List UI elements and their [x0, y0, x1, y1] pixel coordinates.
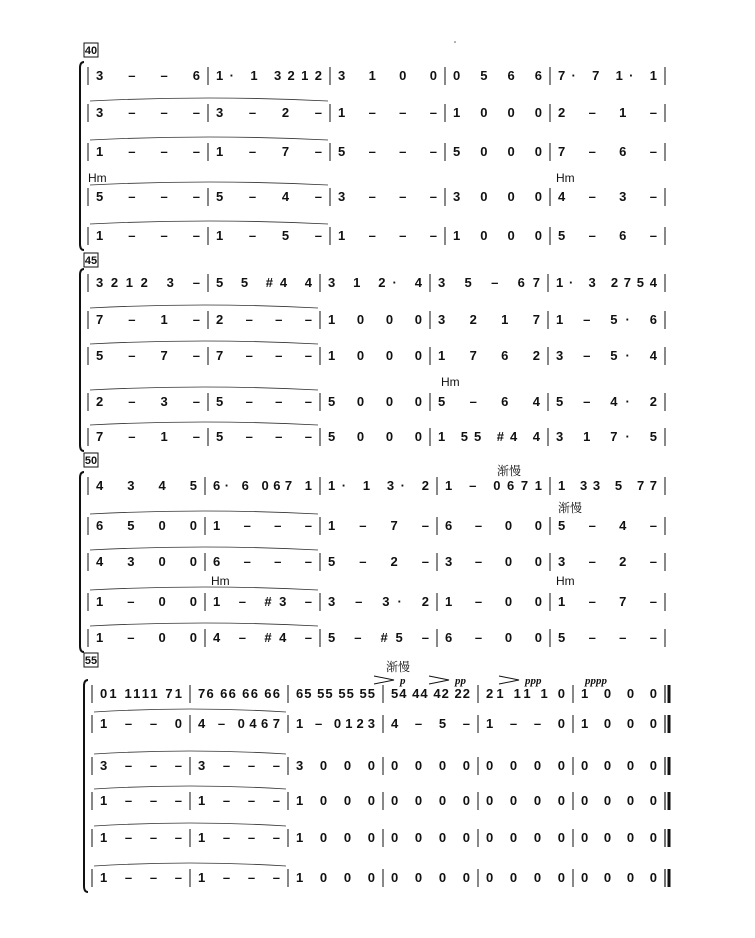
- measure-notes: 6 – 0 0: [445, 630, 542, 645]
- measure-notes: 6 – – –: [213, 554, 312, 569]
- measure-notes: 0 0 0 0: [391, 793, 470, 808]
- measure-notes: 1· 1 3· 2: [328, 478, 429, 493]
- measure-notes: 0 0 0 0: [391, 830, 470, 845]
- humming-marking: Hm: [88, 171, 107, 185]
- measure-notes: 21 11 1 0: [486, 686, 565, 701]
- measure-notes: 1 – 0671: [445, 478, 542, 493]
- measure-notes: 1 0 0 0: [328, 348, 422, 363]
- measure-notes: 7 – 6 –: [558, 144, 657, 159]
- measure-notes: 3 2 1 7: [438, 312, 540, 327]
- measure-notes: 3 – 5· 4: [556, 348, 657, 363]
- dynamic-marking: ppp: [525, 675, 542, 687]
- measure-notes: 1 – – 0: [486, 716, 565, 731]
- measure-notes: 4 – 0467: [198, 716, 280, 731]
- measure-notes: 76 66 66 66: [198, 686, 280, 701]
- tie-arc: [90, 182, 328, 185]
- tie-arc: [90, 137, 328, 140]
- measure-number: 50: [84, 455, 98, 467]
- tie-arc: [90, 387, 318, 390]
- decrescendo-hairpin: [429, 676, 449, 684]
- measure-notes: 5 0 0 0: [328, 429, 422, 444]
- tie-arc: [90, 305, 318, 308]
- measure-notes: 2 – 1 –: [558, 105, 657, 120]
- measure-notes: 0 0 0 0: [486, 870, 565, 885]
- tie-arc: [90, 511, 318, 514]
- measure-notes: 1 – 5 –: [216, 228, 322, 243]
- measure-notes: 4 3 0 0: [96, 554, 197, 569]
- measure-notes: 1 – – –: [198, 830, 280, 845]
- measure-notes: 7· 7 1· 1: [558, 68, 657, 83]
- measure-notes: 0 0 0 0: [581, 793, 657, 808]
- measure-notes: 5 – 6 4: [438, 394, 540, 409]
- tie-arc: [90, 221, 328, 224]
- system-bracket: [80, 269, 84, 451]
- measure-notes: 1 33 5 77: [558, 478, 657, 493]
- measure-notes: 0 0 0 0: [486, 758, 565, 773]
- measure-notes: 3 – – –: [100, 758, 182, 773]
- measure-notes: 1 – 7 –: [216, 144, 322, 159]
- measure-notes: 1 – 5· 6: [556, 312, 657, 327]
- measure-notes: 5 – 4· 2: [556, 394, 657, 409]
- tie-arc: [90, 98, 328, 101]
- measure-notes: 4 – 3 –: [558, 189, 657, 204]
- measure-notes: 5 0 0 0: [453, 144, 542, 159]
- measure-notes: 3 1 7· 5: [556, 429, 657, 444]
- tie-arc: [94, 823, 286, 826]
- stray-mark: [454, 41, 456, 43]
- measure-notes: 1 – – –: [198, 793, 280, 808]
- measure-notes: 2 – 3 –: [96, 394, 200, 409]
- dynamic-marking: pp: [455, 675, 466, 687]
- measure-number: 40: [84, 45, 98, 57]
- measure-notes: 65 55 55 55: [296, 686, 375, 701]
- tie-arc: [94, 709, 286, 712]
- measure-notes: 7 – 1 –: [96, 429, 200, 444]
- measure-notes: 3 0 0 0: [296, 758, 375, 773]
- measure-notes: 0 0 0 0: [581, 758, 657, 773]
- measure-notes: 6 5 0 0: [96, 518, 197, 533]
- measure-notes: 0 0 0 0: [486, 830, 565, 845]
- measure-notes: 5 0 0 0: [328, 394, 422, 409]
- measure-notes: 1 7 6 2: [438, 348, 540, 363]
- measure-notes: 1 – – –: [96, 228, 200, 243]
- measure-notes: 5 – – –: [96, 189, 200, 204]
- measure-notes: 2 – – –: [216, 312, 312, 327]
- measure-notes: 1 – #3 –: [213, 594, 312, 609]
- measure-notes: 1 0 0 0: [453, 105, 542, 120]
- measure-notes: 1 – – –: [100, 830, 182, 845]
- tempo-marking: 渐慢: [386, 660, 411, 674]
- humming-marking: Hm: [556, 574, 575, 588]
- measure-notes: 3 – – –: [96, 105, 200, 120]
- measure-notes: 1 – – –: [338, 228, 437, 243]
- measure-notes: 1 – – 0: [100, 716, 182, 731]
- measure-notes: 1 – – –: [100, 870, 182, 885]
- tie-arc: [90, 547, 318, 550]
- measure-notes: 3 0 0 0: [453, 189, 542, 204]
- humming-marking: Hm: [556, 171, 575, 185]
- measure-notes: 3 – – –: [338, 189, 437, 204]
- measure-notes: 1 0 0 0: [296, 793, 375, 808]
- measure-notes: 1 0 0 0: [453, 228, 542, 243]
- measure-notes: 3 – 2 –: [558, 554, 657, 569]
- measure-notes: 1 – – –: [96, 144, 200, 159]
- measure-notes: 0 5 6 6: [453, 68, 542, 83]
- tie-arc: [90, 587, 318, 590]
- measure-notes: 4 3 4 5: [96, 478, 197, 493]
- measure-notes: 1 0 0 0: [581, 686, 657, 701]
- measure-notes: 3 – 2 –: [216, 105, 322, 120]
- measure-notes: 5 – 6 –: [558, 228, 657, 243]
- decrescendo-hairpin: [499, 676, 519, 684]
- measure-notes: 7 – 1 –: [96, 312, 200, 327]
- measure-notes: 5 – 2 –: [328, 554, 429, 569]
- measure-number: 55: [84, 655, 98, 667]
- measure-notes: 0 0 0 0: [391, 870, 470, 885]
- measure-notes: 3 – – –: [198, 758, 280, 773]
- measure-notes: 1 – 0123: [296, 716, 375, 731]
- system-bracket: [80, 472, 84, 652]
- measure-notes: 3 5 – 67: [438, 275, 540, 290]
- measure-notes: 1 0 0 0: [296, 830, 375, 845]
- measure-notes: 1 0 0 0: [581, 716, 657, 731]
- measure-notes: 5 – 4 –: [558, 518, 657, 533]
- dynamic-marking: p: [400, 675, 406, 687]
- measure-notes: 6 – 0 0: [445, 518, 542, 533]
- measure-notes: 5 – – –: [558, 630, 657, 645]
- measure-notes: 1 – 0 0: [445, 594, 542, 609]
- measure-notes: 1 – – –: [198, 870, 280, 885]
- measure-notes: 54 44 42 22: [391, 686, 470, 701]
- measure-notes: 0 0 0 0: [391, 758, 470, 773]
- system-bracket: [84, 680, 88, 892]
- tie-arc: [94, 786, 286, 789]
- measure-notes: 3 – 0 0: [445, 554, 542, 569]
- measure-notes: 4 – #4 –: [213, 630, 312, 645]
- measure-notes: 0 0 0 0: [486, 793, 565, 808]
- measure-notes: 0 0 0 0: [581, 830, 657, 845]
- tie-arc: [90, 422, 318, 425]
- measure-notes: 5 5 #4 4: [216, 275, 312, 290]
- measure-notes: 5 – #5 –: [328, 630, 429, 645]
- measure-notes: 5 – – –: [338, 144, 437, 159]
- measure-notes: 3 1 2· 4: [328, 275, 422, 290]
- measure-number: 45: [84, 255, 98, 267]
- tie-arc: [90, 623, 318, 626]
- humming-marking: Hm: [441, 375, 460, 389]
- measure-notes: 0 0 0 0: [581, 870, 657, 885]
- tie-arc: [94, 863, 286, 866]
- tie-arc: [94, 751, 286, 754]
- measure-notes: 5 – – –: [216, 429, 312, 444]
- measure-notes: 1 – – –: [338, 105, 437, 120]
- tempo-marking: 渐慢: [497, 464, 522, 478]
- measure-notes: 1· 3 2754: [556, 275, 657, 290]
- measure-notes: 1 55 #4 4: [438, 429, 540, 444]
- measure-notes: 5 – – –: [216, 394, 312, 409]
- measure-notes: 1 – 0 0: [96, 594, 197, 609]
- measure-notes: 1 0 0 0: [328, 312, 422, 327]
- measure-notes: 1 – 0 0: [96, 630, 197, 645]
- measure-notes: 3 – 3· 2: [328, 594, 429, 609]
- measure-notes: 5 – 7 –: [96, 348, 200, 363]
- measure-notes: 1 – – –: [100, 793, 182, 808]
- measure-notes: 6· 6 067 1: [213, 478, 312, 493]
- measure-notes: 3 1 0 0: [338, 68, 437, 83]
- measure-notes: 3212 3 –: [96, 275, 200, 290]
- humming-marking: Hm: [211, 574, 230, 588]
- decrescendo-hairpin: [374, 676, 394, 684]
- measure-notes: 1 – 7 –: [558, 594, 657, 609]
- tie-arc: [90, 341, 318, 344]
- system-bracket: [80, 62, 84, 250]
- measure-notes: 3 – – 6: [96, 68, 200, 83]
- measure-notes: 7 – – –: [216, 348, 312, 363]
- tempo-marking: 渐慢: [558, 501, 583, 515]
- measure-notes: 4 – 5 –: [391, 716, 470, 731]
- measure-notes: 1 – 7 –: [328, 518, 429, 533]
- measure-notes: 1· 1 3212: [216, 68, 322, 83]
- measure-notes: 1 – – –: [213, 518, 312, 533]
- measure-notes: 1 0 0 0: [296, 870, 375, 885]
- measure-notes: 5 – 4 –: [216, 189, 322, 204]
- dynamic-marking: pppp: [585, 675, 607, 687]
- measure-notes: 01 1111 71: [100, 686, 182, 701]
